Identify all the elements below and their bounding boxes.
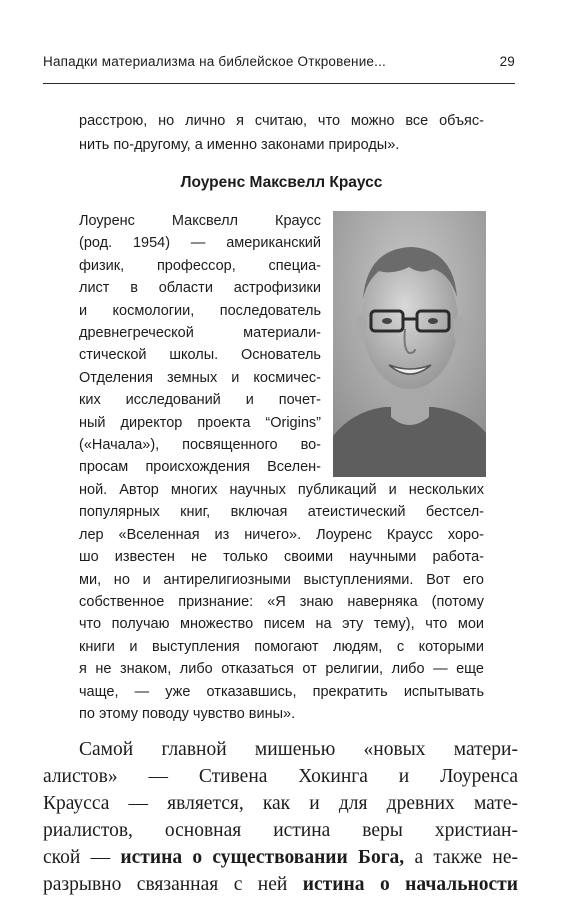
bio-line: шо известен не только своими научными работа- <box>79 549 484 566</box>
page-number: 29 <box>499 54 515 69</box>
body-text: а также не- <box>404 847 519 868</box>
bio-line: книги и выступления помогают людям, с которыми <box>79 638 484 655</box>
running-header <box>43 52 515 74</box>
bio-line: популярных книг, включая атеистический бестсел- <box>79 504 484 521</box>
bio-line: лист в области астрофизики <box>79 280 321 297</box>
portrait-photo <box>333 211 486 477</box>
bold-phrase: истина о начальности <box>302 874 518 895</box>
body-line: алистов» — Стивена Хокинга и Лоуренса <box>43 766 518 787</box>
bio-line: по этому поводу чувство вины». <box>79 706 296 722</box>
bio-line: ной. Автор многих научных публикаций и нескольких <box>79 482 484 498</box>
intro-line: нить по-другому, а именно законами природы». <box>79 137 400 153</box>
bio-line: древнегреческой материали- <box>79 325 321 341</box>
bio-line: Отделения земных и космичес- <box>79 369 321 386</box>
bio-line: стической школы. Основатель <box>79 347 321 364</box>
body-line <box>43 845 518 871</box>
bio-line: и космологии, последователь <box>79 302 321 319</box>
bold-phrase: истина о существовании Бога, <box>120 847 405 868</box>
header-rule <box>43 83 515 84</box>
bio-line: ких исследований и почет- <box>79 392 321 409</box>
body-text: разрывно связанная с ней <box>43 874 303 895</box>
sidebar-heading: Лоуренс Максвелл Краусс <box>180 174 383 191</box>
running-title: Нападки материализма на библейское Откровение... <box>43 54 386 69</box>
body-line: Самой главной мишенью «новых матери- <box>79 739 518 760</box>
bio-line: ный директор проекта “Origins” <box>79 414 321 431</box>
bio-line: (род. 1954) — американский <box>79 235 321 252</box>
bio-line: чаще, — уже отказавшись, прекратить испытывать <box>79 683 484 700</box>
bio-line: лер «Вселенная из ничего». Лоуренс Краусс хоро- <box>79 526 484 543</box>
bio-line: Лоуренс Максвелл Краусс <box>79 213 321 229</box>
body-line: Краусса — является, как и для древних мате- <box>43 793 518 814</box>
intro-line: расстрою, но лично я считаю, что можно все объяс- <box>79 113 484 129</box>
bio-line: что получаю множество писем на эту тему), что мои <box>79 616 484 633</box>
bio-line: ми, но и антирелигиозными выступлениями. Вот его <box>79 571 484 588</box>
bio-line: («Начала»), посвященного во- <box>79 437 321 453</box>
bio-line: собственное признание: «Я знаю наверняка (потому <box>79 594 484 610</box>
bio-line: я не знаком, либо отказаться от религии, либо — еще <box>79 661 484 678</box>
bio-line: физик, профессор, специа- <box>79 257 321 274</box>
portrait-photo-icon <box>333 211 486 477</box>
bio-line: просам происхождения Вселен- <box>79 459 321 476</box>
body-text: ской — <box>43 847 121 868</box>
body-line: риалистов, основная истина веры христиан- <box>43 820 518 841</box>
body-line <box>43 872 518 898</box>
